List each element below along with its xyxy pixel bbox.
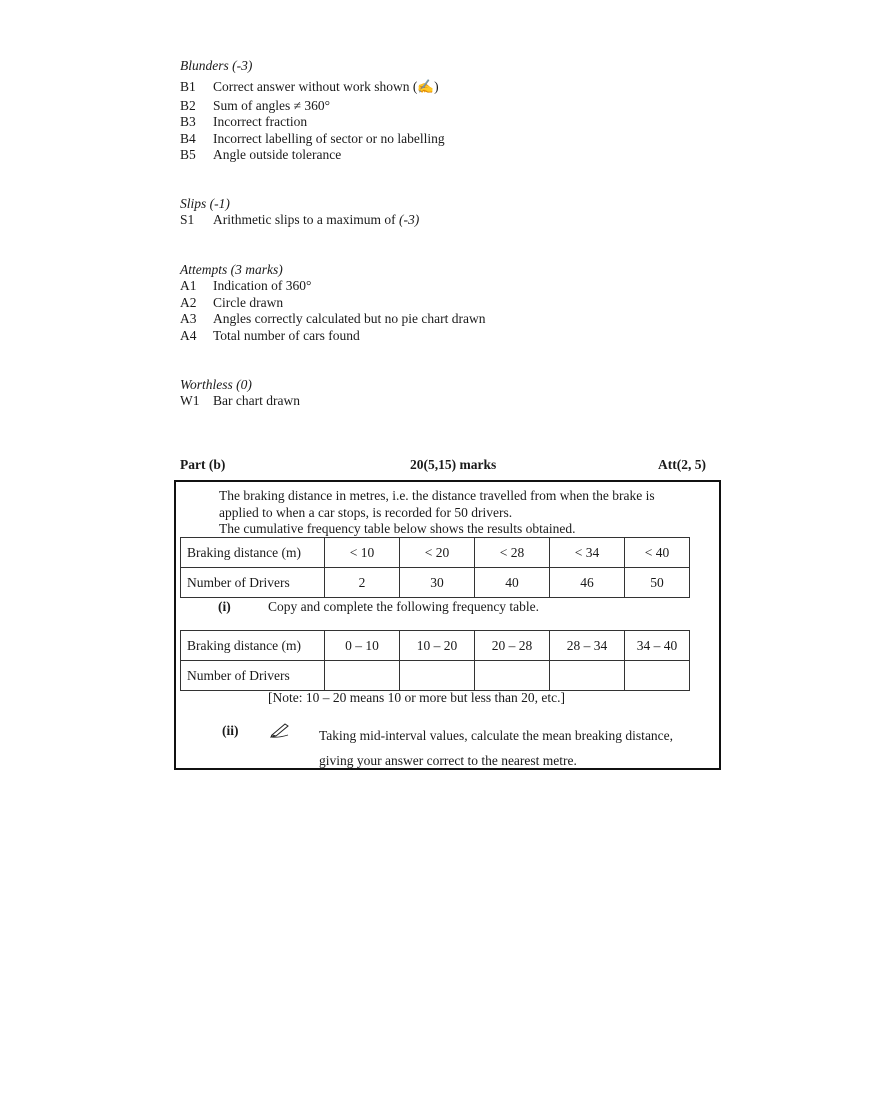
item-text: Circle drawn <box>213 294 284 310</box>
item-text: Incorrect labelling of sector or no labelling <box>213 130 445 146</box>
table-cell: 10 – 20 <box>400 631 475 661</box>
table-row <box>181 631 690 661</box>
row-header: Braking distance (m) <box>181 631 325 661</box>
row-header: Braking distance (m) <box>181 538 325 568</box>
worthless-section <box>180 377 300 410</box>
part-label: Part (b) <box>180 457 226 472</box>
frequency-table <box>180 630 690 691</box>
table-cell: < 20 <box>400 538 475 568</box>
table-row <box>181 538 690 568</box>
table-row <box>181 568 690 598</box>
sub-question-i <box>218 599 539 615</box>
item-text: Angle outside tolerance <box>213 147 342 162</box>
item-code: A1 <box>180 278 197 293</box>
table-cell: < 28 <box>475 538 550 568</box>
list-item <box>180 79 445 96</box>
sub-question-text: Copy and complete the following frequency table. <box>268 599 540 614</box>
table-cell: 30 <box>400 568 475 598</box>
item-text: Sum of angles ≠ 360° <box>213 97 331 113</box>
list-item <box>180 114 445 131</box>
intro-line: applied to when a car stops, is recorded for 50 drivers. <box>219 504 513 520</box>
table-cell <box>625 661 690 691</box>
item-code: A2 <box>180 294 197 310</box>
item-code: W1 <box>180 393 200 408</box>
cumulative-frequency-table <box>180 537 690 598</box>
item-code: A4 <box>180 327 197 343</box>
table-cell: 28 – 34 <box>550 631 625 661</box>
table-cell: < 34 <box>550 538 625 568</box>
table-cell: < 40 <box>625 538 690 568</box>
table-cell: 50 <box>625 568 690 598</box>
intro-line: The cumulative frequency table below shows the results obtained. <box>219 521 576 536</box>
part-attempt-marks: Att(2, 5) <box>658 457 706 472</box>
item-code: B1 <box>180 79 196 94</box>
list-item <box>180 147 445 164</box>
attempts-title: Attempts (3 marks) <box>180 262 283 277</box>
list-item <box>180 131 445 148</box>
list-item <box>180 98 445 115</box>
item-text-main: Arithmetic slips to a maximum of <box>213 212 399 227</box>
table-row <box>181 661 690 691</box>
list-item <box>180 212 419 229</box>
item-code: B2 <box>180 97 196 113</box>
note-text: [Note: 10 – 20 means 10 or more but less than 20, etc.] <box>268 690 565 705</box>
intro-line: The braking distance in metres, i.e. the distance travelled from when the brake is <box>219 488 655 503</box>
table-cell: 2 <box>325 568 400 598</box>
table-cell: 34 – 40 <box>625 631 690 661</box>
item-text: Total number of cars found <box>213 327 360 343</box>
table-cell <box>550 661 625 691</box>
table-cell: 40 <box>475 568 550 598</box>
item-text-suffix: (-3) <box>398 212 420 227</box>
item-text: Correct answer without work shown (✍) <box>213 79 439 94</box>
item-text: Angles correctly calculated but no pie chart drawn <box>213 311 486 326</box>
question-intro <box>219 488 699 538</box>
table-cell: < 10 <box>325 538 400 568</box>
sub-question-line: Taking mid-interval values, calculate the mean breaking distance, <box>319 728 674 743</box>
table-cell <box>475 661 550 691</box>
row-header: Number of Drivers <box>181 661 325 691</box>
item-code: B5 <box>180 147 196 162</box>
question-box <box>174 480 721 770</box>
item-code: A3 <box>180 311 197 326</box>
item-text <box>213 212 419 229</box>
worthless-title: Worthless (0) <box>180 377 252 392</box>
row-header: Number of Drivers <box>181 568 325 598</box>
list-item <box>180 393 300 410</box>
sub-question-label: (i) <box>218 599 231 614</box>
sub-question-ii-text <box>319 723 699 773</box>
item-text: Bar chart drawn <box>213 393 300 408</box>
item-code: S1 <box>180 212 195 227</box>
blunders-title: Blunders (-3) <box>180 58 253 73</box>
attempts-section <box>180 262 486 344</box>
list-item <box>180 295 486 312</box>
table-cell: 0 – 10 <box>325 631 400 661</box>
table-cell <box>325 661 400 691</box>
list-item <box>180 328 486 345</box>
part-b-header <box>180 457 706 475</box>
item-text: Incorrect fraction <box>213 114 308 129</box>
table-cell: 46 <box>550 568 625 598</box>
item-code: B3 <box>180 114 196 129</box>
item-text: Indication of 360° <box>213 278 312 293</box>
part-marks: 20(5,15) marks <box>410 457 497 472</box>
sub-question-line: giving your answer correct to the nearest metre. <box>319 753 577 768</box>
list-item <box>180 311 486 328</box>
sub-question-label: (ii) <box>222 723 239 738</box>
table-cell: 20 – 28 <box>475 631 550 661</box>
table-cell <box>400 661 475 691</box>
slips-title: Slips (-1) <box>180 196 230 211</box>
slips-section <box>180 196 419 229</box>
pencil-icon <box>270 722 290 742</box>
item-code: B4 <box>180 130 196 146</box>
blunders-section <box>180 58 445 164</box>
list-item <box>180 278 486 295</box>
